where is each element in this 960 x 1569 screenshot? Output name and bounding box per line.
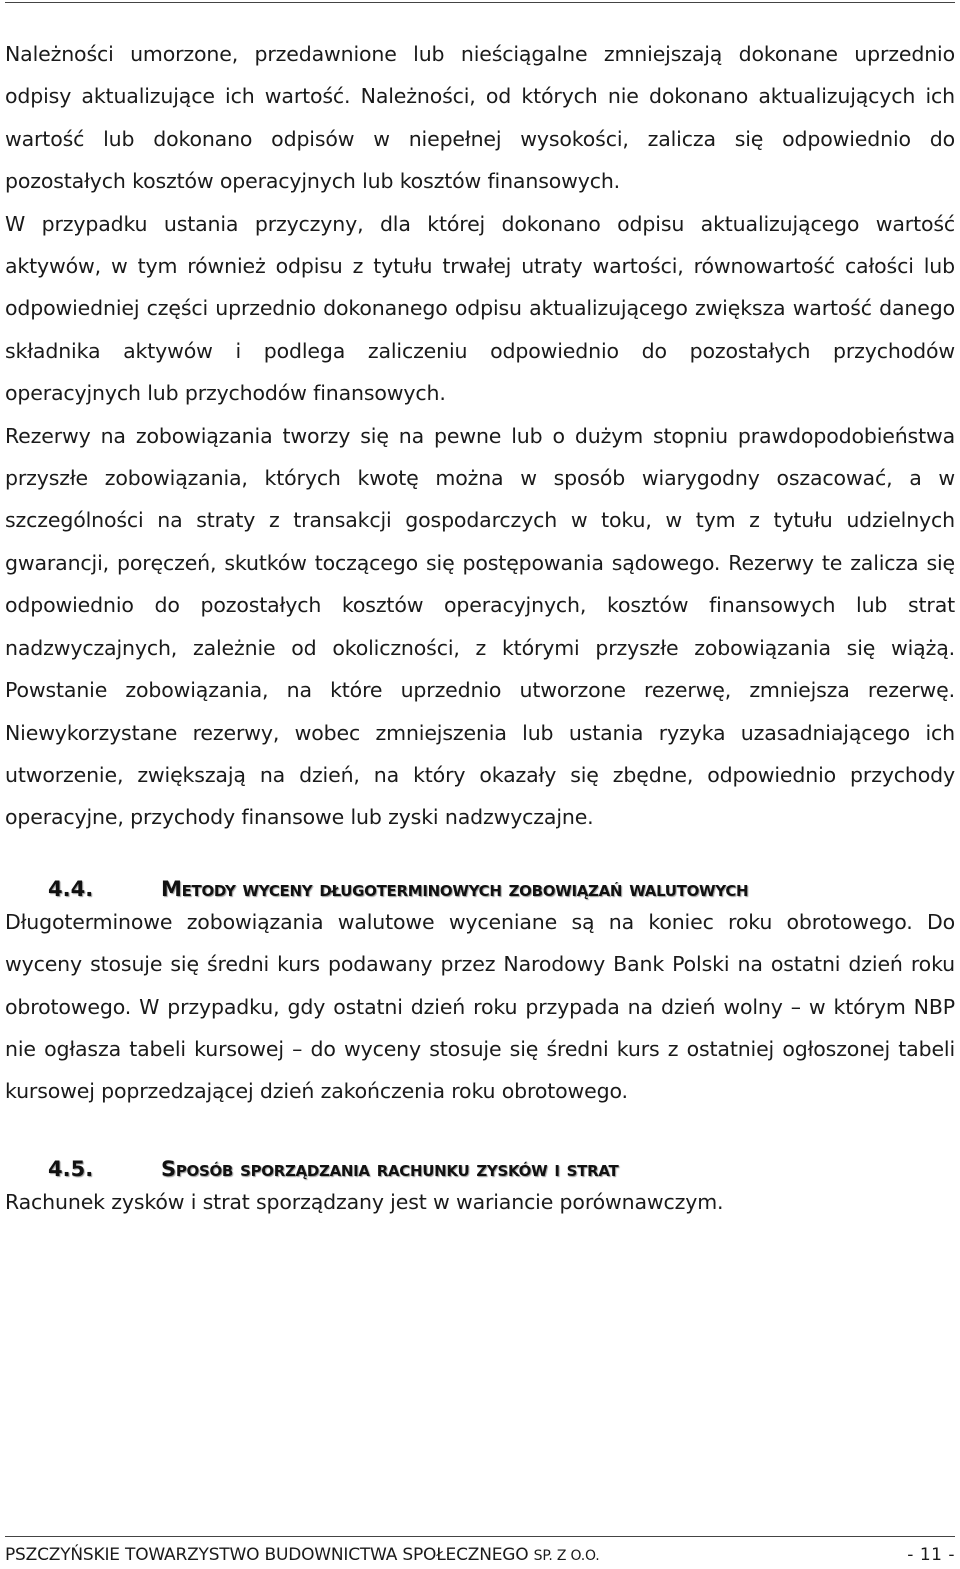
page-footer (5, 1545, 955, 1565)
document-body (5, 33, 955, 1223)
company-name: PSZCZYŃSKIE TOWARZYSTWO BUDOWNICTWA SPOŁECZNEGO (5, 1545, 529, 1565)
paragraph-provisions: Rezerwy na zobowiązania tworzy się na pewne lub o dużym stopniu prawdopodobieństwa przyszłe zobowiązania, których kwotę można w sposób wiarygodny oszacować, a w szczególności na straty z transakcji gospodarczych w toku, w tym z tytułu udzielnych gwarancji, poręczeń, skutków toczącego się postępowania sądowego. Rezerwy te zalicza się odpowiednio do pozostałych kosztów operacyjnych, kosztów finansowych lub strat nadzwyczajnych, zależnie od okoliczności, z którymi przyszłe zobowiązania się wiążą. Powstanie zobowiązania, na które uprzednio utworzone rezerwę, zmniejsza rezerwę. Niewykorzystane rezerwy, wobec zmniejszenia lub ustania ryzyka uzasadniającego ich utworzenie, zwiększają na dzień, na który okazały się zbędne, odpowiednio przychody operacyjne, przychody finansowe lub zyski nadzwyczajne. (5, 423, 955, 830)
footer-rule (5, 1536, 955, 1537)
company-legal-form: SP. Z O.O. (533, 1548, 600, 1564)
footer-company (5, 1545, 600, 1565)
paragraph-foreign-liabilities: Długoterminowe zobowiązania walutowe wyceniane są na koniec roku obrotowego. Do wyceny stosuje się średni kurs podawany przez Narodowy Bank Polski na ostatni dzień roku obrotowego. W przypadku, gdy ostatni dzień roku przypada na dzień wolny – w którym NBP nie ogłasza tabeli kursowej – do wyceny stosuje się średni kurs z ostatniej ogłoszonej tabeli kursowej poprzedzającej dzień zakończenia roku obrotowego. (5, 909, 955, 1104)
paragraph-impairment-reversal: W przypadku ustania przyczyny, dla której dokonano odpisu aktualizującego wartość aktywów, w tym również odpisu z tytułu trwałej utraty wartości, równowartość całości lub odpowiedniej części uprzednio dokonanego odpisu aktualizującego zwiększa wartość danego składnika aktywów i podlega zaliczeniu odpowiednio do pozostałych przychodów operacyjnych lub przychodów finansowych. (5, 211, 955, 406)
paragraph-receivables: Należności umorzone, przedawnione lub nieściągalne zmniejszają dokonane uprzednio odpisy aktualizujące ich wartość. Należności, od których nie dokonano aktualizujących ich wartość lub dokonano odpisów w niepełnej wysokości, zalicza się odpowiednio do pozostałych kosztów operacyjnych lub kosztów finansowych. (5, 42, 955, 194)
section-title: Metody wyceny długoterminowych zobowiązań walutowych (161, 876, 749, 901)
section-title: Sposób sporządzania rachunku zysków i strat (161, 1156, 619, 1181)
section-heading-4-5 (5, 1157, 955, 1181)
section-heading-4-4 (5, 877, 955, 901)
section-number: 4.5. (48, 1156, 94, 1181)
top-rule (5, 2, 955, 3)
paragraph-income-statement: Rachunek zysków i strat sporządzany jest w wariancie porównawczym. (5, 1189, 724, 1214)
section-number: 4.4. (48, 876, 94, 901)
page-number: - 11 - (907, 1545, 955, 1565)
